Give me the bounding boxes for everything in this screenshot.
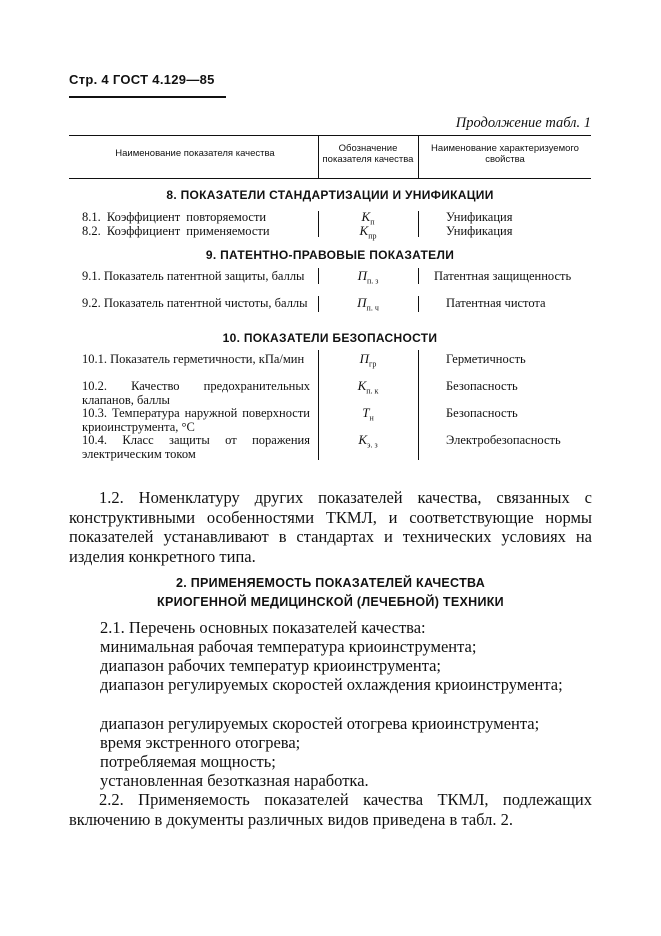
section-title: 9. ПАТЕНТНО-ПРАВОВЫЕ ПОКАЗАТЕЛИ [205, 248, 455, 262]
table-row-symbol: $П_{п. ч}$ [357, 295, 379, 313]
table-row-property: Безопасность [446, 379, 518, 393]
column-divider [318, 268, 319, 284]
table-row-name: 10.1. Показатель герметичности, кПа/мин [82, 352, 305, 366]
table-row-name: 10.3. Температура наружной поверхности криоинструмента, °C [82, 406, 310, 434]
column-divider [418, 268, 419, 284]
table-top-rule [69, 135, 591, 136]
table-row-symbol: $K_п$ [361, 209, 375, 227]
column-header-property: Наименование характеризуемого свойства [431, 143, 579, 165]
list-item: диапазон регулируемых скоростей отогрева криоинструмента; [100, 714, 540, 733]
table-row-symbol: $K_{пр}$ [359, 223, 377, 241]
table-row-name: 10.4. Класс защиты от поражения электрическим током [82, 433, 310, 461]
column-divider [418, 136, 419, 178]
page-header: Стр. 4 ГОСТ 4.129—85 [69, 72, 215, 87]
list-item: установленная безотказная наработка. [100, 771, 369, 790]
section-title: 10. ПОКАЗАТЕЛИ БЕЗОПАСНОСТИ [222, 331, 438, 345]
column-divider [318, 136, 319, 178]
table-header-rule [69, 178, 591, 179]
column-divider [318, 350, 319, 460]
column-header-symbol: Обозначение показателя качества [322, 143, 414, 165]
table-row-symbol: $T_н$ [362, 405, 374, 423]
table-row-symbol: $П_{гр}$ [359, 351, 377, 369]
list-item: диапазон рабочих температур криоинструмента; [100, 656, 442, 675]
paragraph-1-2: 1.2. Номенклатуру других показателей качества, связанных с конструктивными особенностями ТКМЛ, и соответствующие нормы показателей устанавливают в стандартах и технических условиях на изделия конкретного типа. [69, 488, 592, 566]
table-row-name: 10.2. Качество предохранительных клапанов, баллы [82, 379, 310, 407]
column-header-name: Наименование показателя качества [115, 148, 275, 159]
list-item: время экстренного отогрева; [100, 733, 301, 752]
table-row-property: Унификация [446, 224, 513, 238]
paragraph-2-2: 2.2. Применяемость показателей качества ТКМЛ, подлежащих включению в документы различных видов приведена в табл. 2. [69, 790, 592, 829]
table-row-symbol: $K_{п. к}$ [357, 378, 379, 396]
table-row-property: Унификация [446, 210, 513, 224]
table-row-name: 8.2. Коэффициент применяемости [82, 224, 270, 238]
table-row-property: Патентная защищенность [434, 269, 572, 283]
header-underline [69, 96, 226, 98]
column-divider [418, 350, 419, 460]
table-row-name: 8.1. Коэффициент повторяемости [82, 210, 267, 224]
list-item: диапазон регулируемых скоростей охлаждения криоинструмента; [100, 675, 563, 694]
column-divider [318, 296, 319, 312]
section-2-title-line-2: КРИОГЕННОЙ МЕДИЦИНСКОЙ (ЛЕЧЕБНОЙ) ТЕХНИКИ [157, 595, 504, 609]
list-item: потребляемая мощность; [100, 752, 276, 771]
table-row-name: 9.1. Показатель патентной защиты, баллы [82, 269, 305, 283]
table-row-symbol: $K_{э. з}$ [358, 432, 378, 450]
table-row-property: Патентная чистота [446, 296, 546, 310]
table-row-name: 9.2. Показатель патентной чистоты, баллы [82, 296, 308, 310]
section-title: 8. ПОКАЗАТЕЛИ СТАНДАРТИЗАЦИИ И УНИФИКАЦИИ [166, 188, 494, 202]
table-row-property: Безопасность [446, 406, 518, 420]
paragraph-2-1: 2.1. Перечень основных показателей качества: [100, 618, 426, 637]
list-item: минимальная рабочая температура криоинструмента; [100, 637, 477, 656]
section-2-title-line-1: 2. ПРИМЕНЯЕМОСТЬ ПОКАЗАТЕЛЕЙ КАЧЕСТВА [175, 576, 486, 590]
table-continuation-label: Продолжение табл. 1 [455, 115, 591, 131]
table-row-property: Электробезопасность [446, 433, 561, 447]
table-row-symbol: $П_{п. з}$ [357, 268, 379, 286]
column-divider [418, 296, 419, 312]
table-row-property: Герметичность [446, 352, 526, 366]
column-divider [318, 211, 319, 237]
column-divider [418, 211, 419, 237]
